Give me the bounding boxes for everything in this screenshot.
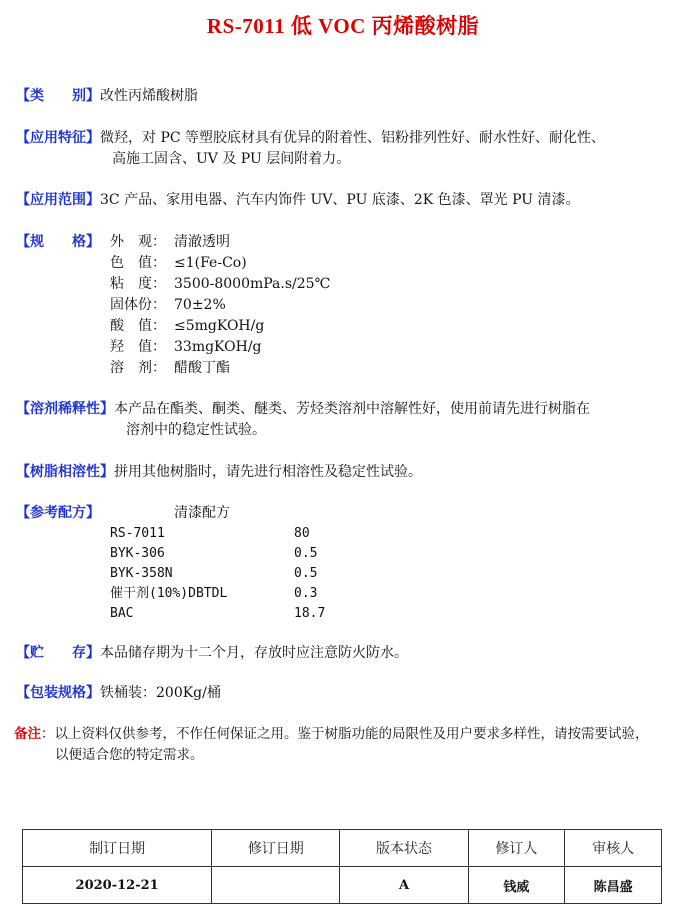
formula-row (16, 503, 100, 524)
revision-table (22, 829, 662, 904)
value-version: A (340, 867, 468, 904)
compat-value: 拼用其他树脂时，请先进行相溶性及稳定性试验。 (114, 464, 422, 480)
formula-item: BYK-358N 0.5 (110, 566, 318, 581)
formula-item: 催干剂(10%)DBTDL 0.3 (110, 586, 318, 601)
features-line1: 微羟，对 PC 等塑胶底材具有优异的附着性、铝粉排列性好、耐水性好、耐化性、 (100, 130, 606, 146)
value-approver: 陈昌盛 (565, 867, 662, 904)
category-label: 【类 别】 (16, 88, 100, 104)
storage-value: 本品储存期为十二个月，存放时应注意防火防水。 (100, 645, 408, 661)
note-label: 备注 (14, 726, 41, 742)
spec-item: 羟 值： 33mgKOH/g (110, 339, 262, 355)
compat-label: 【树脂相溶性】 (16, 464, 114, 480)
spec-item: 粘 度： 3500-8000mPa.s/25℃ (110, 276, 331, 292)
revision-header-row (23, 830, 662, 867)
category-row (16, 86, 198, 107)
value-reviser: 钱威 (468, 867, 565, 904)
dilution-label: 【溶剂稀释性】 (16, 401, 114, 417)
revision-value-row (23, 867, 662, 904)
package-value: 铁桶装：200Kg/桶 (100, 685, 221, 701)
storage-row (16, 643, 408, 664)
spec-row (16, 232, 100, 253)
features-label: 【应用特征】 (16, 130, 100, 146)
dilution-line1: 本产品在酯类、酮类、醚类、芳烃类溶剂中溶解性好，使用前请先进行树脂在 (114, 401, 590, 417)
spec-item: 固体份： 70±2% (110, 297, 226, 313)
spec-item: 外 观： 清澈透明 (110, 234, 230, 250)
scope-row (16, 190, 580, 211)
features-row (16, 128, 605, 149)
features-line2: 高施工固含、UV 及 PU 层间附着力。 (112, 151, 351, 167)
formula-item: RS-7011 80 (110, 526, 310, 541)
note-line1: ：以上资料仅供参考，不作任何保证之用。鉴于树脂功能的局限性及用户要求多样性，请按需要试验， (41, 726, 649, 742)
compat-row (16, 462, 422, 483)
formula-heading: 清漆配方 (174, 505, 230, 521)
scope-value: 3C 产品、家用电器、汽车内饰件 UV、PU 底漆、2K 色漆、罩光 PU 清漆。 (100, 192, 580, 208)
dilution-line2: 溶剂中的稳定性试验。 (126, 422, 266, 438)
package-label: 【包装规格】 (16, 685, 100, 701)
spec-label: 【规 格】 (16, 234, 100, 250)
header-issue-date: 制订日期 (23, 830, 212, 867)
spec-item: 酸 值： ≤5mgKOH/g (110, 318, 265, 334)
value-revise-date (212, 867, 340, 904)
scope-label: 【应用范围】 (16, 192, 100, 208)
dilution-row (16, 399, 590, 420)
spec-item: 色 值： ≤1(Fe-Co) (110, 255, 247, 271)
category-value: 改性丙烯酸树脂 (100, 88, 198, 104)
document-title: RS-7011 低 VOC 丙烯酸树脂 (206, 14, 480, 38)
formula-item: BAC 18.7 (110, 606, 326, 621)
storage-label: 【贮 存】 (16, 645, 100, 661)
package-row (16, 683, 221, 704)
header-revise-date: 修订日期 (212, 830, 340, 867)
formula-item: BYK-306 0.5 (110, 546, 318, 561)
formula-label: 【参考配方】 (16, 505, 100, 521)
header-approver: 审核人 (565, 830, 662, 867)
value-issue-date: 2020-12-21 (23, 867, 212, 904)
note-line2: 以便适合您的特定需求。 (55, 747, 204, 763)
header-reviser: 修订人 (468, 830, 565, 867)
note-row (14, 724, 649, 745)
spec-item: 溶 剂： 醋酸丁酯 (110, 360, 230, 376)
header-version: 版本状态 (340, 830, 468, 867)
